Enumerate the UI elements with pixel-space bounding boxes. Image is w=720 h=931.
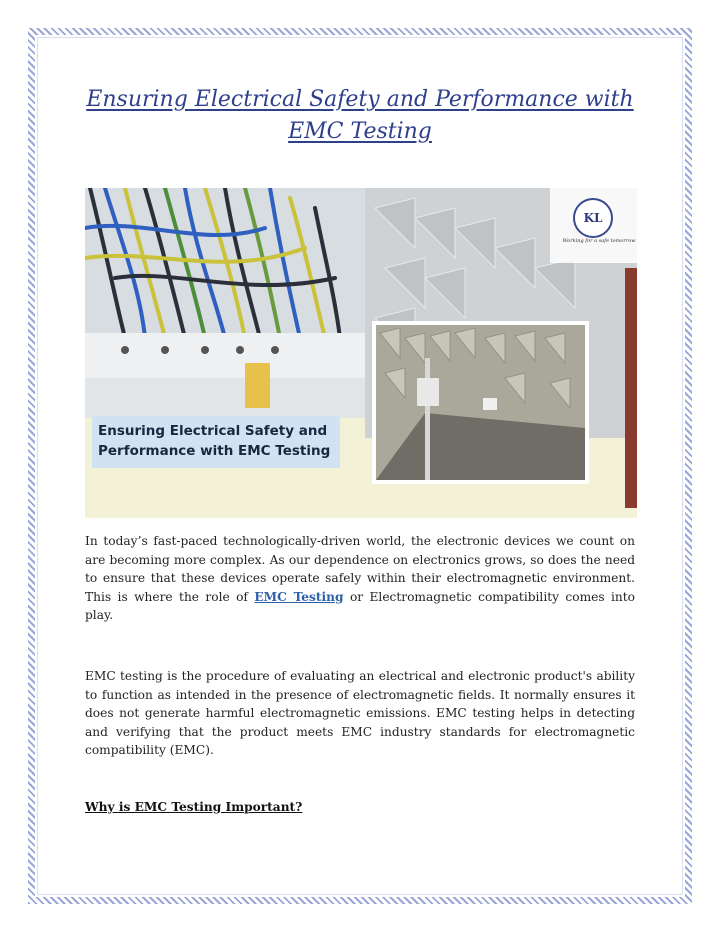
hero-caption-line2: Performance with EMC Testing (98, 443, 331, 459)
hero-illustration (85, 188, 637, 518)
section-heading: Why is EMC Testing Important? (85, 800, 303, 814)
logo-tagline: Working for a safe tomorrow (562, 238, 636, 244)
company-logo: KL (573, 198, 613, 238)
hero-image (85, 188, 637, 518)
emc-testing-link[interactable]: EMC Testing (254, 589, 344, 604)
intro-paragraph (85, 532, 635, 625)
intro-text-end: or Electromagnetic compatibility comes into play. (85, 589, 635, 622)
hero-caption-line1: Ensuring Electrical Safety and (98, 423, 328, 439)
intro-text-start: In today’s fast-paced technologically-driven world, the electronic devices we count on are becoming more complex. As our dependence on electronics grows, so does the need to ensure that these devices operate safely within their electromagnetic environment. This is where the role of (85, 534, 635, 604)
hero-caption (92, 416, 340, 468)
document-title: Ensuring Electrical Safety and Performance with EMC Testing (86, 87, 634, 144)
definition-paragraph: EMC testing is the procedure of evaluating an electrical and electronic product's ability to function as intended in the presence of electromagnetic fields. It normally ensures it does not generate harmful electromagnetic emissions. EMC testing helps in detecting and verifying that the product meets EMC industry standards for electromagnetic compatibility (EMC). (85, 669, 635, 757)
